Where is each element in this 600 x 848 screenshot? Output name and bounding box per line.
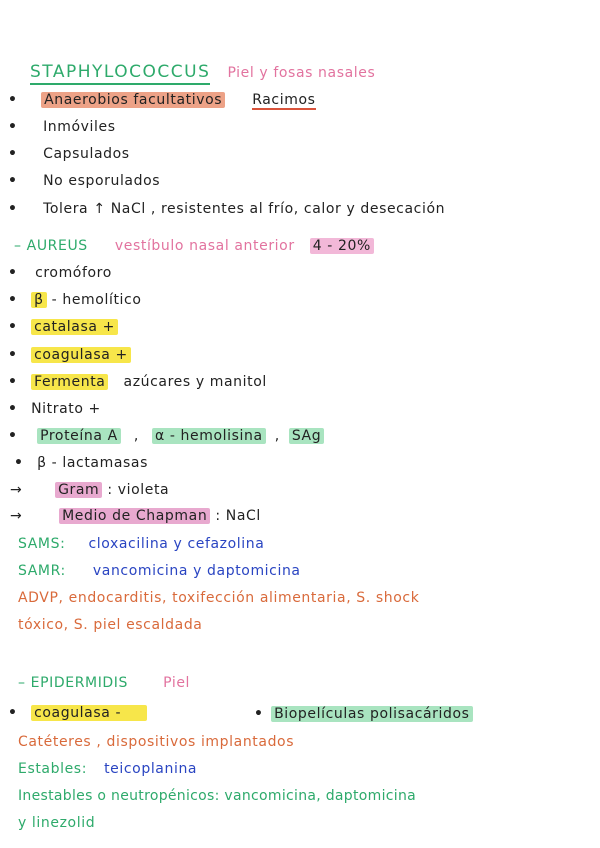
arrow-up-icon: ↑ bbox=[93, 201, 106, 217]
tolera-detail-text: NaCl , resistentes al frío, calor y desecación bbox=[110, 201, 446, 217]
aureus-item-5 bbox=[8, 372, 267, 392]
nitrato-text: Nitrato + bbox=[31, 401, 101, 417]
estables-value: teicoplanina bbox=[104, 761, 198, 777]
no-esporulados-text: No esporulados bbox=[43, 173, 161, 189]
aureus-item-2 bbox=[8, 290, 141, 310]
aureus-habitat: vestíbulo nasal anterior bbox=[114, 238, 295, 254]
medio-chapman-label: Medio de Chapman bbox=[59, 508, 210, 524]
staph-header bbox=[30, 62, 375, 83]
gram-line bbox=[10, 480, 169, 500]
coagulasa-pos-text: coagulasa + bbox=[31, 347, 131, 363]
epidermidis-habitat: Piel bbox=[163, 675, 191, 691]
comma-separator: , bbox=[133, 428, 139, 444]
bullet-icon: • bbox=[8, 146, 18, 162]
bullet-icon: • bbox=[8, 201, 18, 217]
comma-separator: , bbox=[274, 428, 280, 444]
anaerobios-text: Anaerobios facultativos bbox=[41, 92, 225, 108]
fermenta-text: Fermenta bbox=[31, 374, 108, 390]
arrow-right-icon: → bbox=[10, 508, 23, 524]
gram-label: Gram bbox=[55, 482, 102, 498]
aureus-item-4 bbox=[8, 345, 131, 365]
racimos-text: Racimos bbox=[252, 92, 316, 108]
estables-label: Estables: bbox=[18, 761, 88, 777]
staph-bullet-1 bbox=[8, 90, 316, 110]
beta-lactamasas-text: β - lactamasas bbox=[37, 455, 148, 471]
bullet-icon: • bbox=[8, 119, 18, 135]
proteina-a-text: Proteína A bbox=[37, 428, 121, 444]
bullet-icon: • bbox=[8, 92, 18, 108]
advp-line-2: tóxico, S. piel escaldada bbox=[18, 617, 203, 633]
aureus-item-6 bbox=[8, 399, 101, 419]
bullet-icon: • bbox=[254, 706, 264, 722]
staph-habitat: Piel y fosas nasales bbox=[227, 65, 376, 81]
bullet-icon: • bbox=[14, 455, 24, 471]
sams-line bbox=[18, 534, 264, 554]
aureus-percent: 4 - 20% bbox=[310, 238, 374, 254]
bullet-icon: • bbox=[8, 705, 18, 721]
advp-line-1: ADVP, endocarditis, toxifección alimentaria, S. shock bbox=[18, 590, 420, 606]
estables-line bbox=[18, 759, 197, 779]
azucares-text: azúcares y manitol bbox=[123, 374, 267, 390]
catalasa-text: catalasa + bbox=[31, 319, 118, 335]
bullet-icon: • bbox=[8, 265, 18, 281]
epidermidis-bullet-2 bbox=[254, 704, 473, 724]
epidermidis-bullet-1 bbox=[8, 703, 147, 723]
inestables-line-1: Inestables o neutropénicos: vancomicina, daptomicina bbox=[18, 788, 417, 804]
aureus-item-1 bbox=[8, 263, 112, 283]
staph-bullet-2 bbox=[8, 117, 116, 137]
bullet-icon: • bbox=[8, 428, 18, 444]
capsulados-text: Capsulados bbox=[43, 146, 130, 162]
aureus-item-3 bbox=[8, 317, 118, 337]
bullet-icon: • bbox=[8, 347, 18, 363]
staph-bullet-4 bbox=[8, 171, 160, 191]
sag-text: SAg bbox=[289, 428, 324, 444]
sams-value: cloxacilina y cefazolina bbox=[88, 536, 265, 552]
gram-value: : violeta bbox=[107, 482, 170, 498]
beta-symbol: β bbox=[31, 292, 47, 308]
samr-line bbox=[18, 561, 301, 581]
medio-chapman-value: : NaCl bbox=[215, 508, 261, 524]
samr-value: vancomicina y daptomicina bbox=[92, 563, 301, 579]
coagulasa-neg-text: coagulasa - bbox=[31, 705, 147, 721]
medio-line bbox=[10, 506, 261, 526]
epidermidis-header bbox=[18, 673, 190, 693]
arrow-right-icon: → bbox=[10, 482, 23, 498]
bullet-icon: • bbox=[8, 292, 18, 308]
aureus-item-7 bbox=[8, 426, 324, 446]
staph-bullet-5 bbox=[8, 199, 445, 219]
samr-label: SAMR: bbox=[18, 563, 66, 579]
bullet-icon: • bbox=[8, 319, 18, 335]
aureus-header bbox=[14, 236, 374, 256]
staph-title: STAPHYLOCOCCUS bbox=[30, 62, 210, 85]
bullet-icon: • bbox=[8, 374, 18, 390]
sams-label: SAMS: bbox=[18, 536, 66, 552]
staph-bullet-3 bbox=[8, 144, 130, 164]
cateteres-line: Catéteres , dispositivos implantados bbox=[18, 734, 295, 750]
tolera-text: Tolera bbox=[43, 201, 89, 217]
aureus-item-8 bbox=[14, 453, 148, 473]
alfa-hemolisina-text: α - hemolisina bbox=[152, 428, 266, 444]
inestables-line-2: y linezolid bbox=[18, 815, 96, 831]
bullet-icon: • bbox=[8, 401, 18, 417]
inmoviles-text: Inmóviles bbox=[43, 119, 116, 135]
hemolitico-text: - hemolítico bbox=[51, 292, 142, 308]
epidermidis-title: – EPIDERMIDIS bbox=[18, 675, 129, 691]
bullet-icon: • bbox=[8, 173, 18, 189]
biopeliculas-text: Biopelículas polisacáridos bbox=[271, 706, 473, 722]
cromoforo-text: cromóforo bbox=[35, 265, 112, 281]
aureus-title: – AUREUS bbox=[14, 238, 88, 254]
